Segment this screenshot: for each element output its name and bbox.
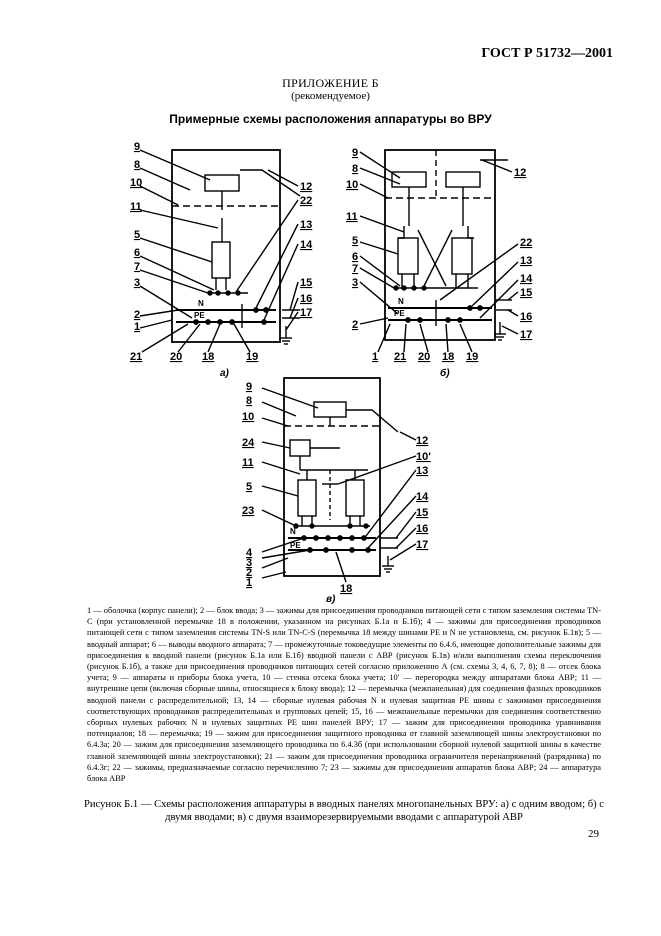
diagram-c-labels xyxy=(242,381,431,605)
callout-16: 16 xyxy=(300,293,313,305)
callout-21: 21 xyxy=(394,351,407,363)
legend-item: 22 — зажимы, предназначаемые согласно перечислению 7; xyxy=(112,762,328,772)
pe-bus-label: PE xyxy=(290,541,301,550)
callout-6: 6 xyxy=(134,247,141,259)
callout-24: 24 xyxy=(242,437,255,449)
subfigure-c-label: в) xyxy=(326,594,336,605)
callout-3: 3 xyxy=(134,277,141,289)
legend-item: 10′ — перегородка между аппаратами блока АВР; xyxy=(389,673,578,683)
callout-2: 2 xyxy=(134,309,141,321)
callout-14: 14 xyxy=(300,239,313,251)
callout-5: 5 xyxy=(134,229,141,241)
legend-item: 5 — вводный аппарат; xyxy=(87,628,602,649)
legend-item: 19 — зажим для присоединения защитного проводника от главной заземляющей шины электроустановки по 6.4.3а; xyxy=(87,729,602,750)
enclosure xyxy=(172,150,280,342)
callout-5: 5 xyxy=(352,235,359,247)
main-switch-2 xyxy=(452,238,472,274)
legend-item: 3 — зажимы для присоединения проводников питающей сети с типом заземления системы TN-C (при установленной перемычке 18 в положении, указанном на рисунках Б.1а и Б.1б); xyxy=(87,606,602,627)
appendix-title: ПРИЛОЖЕНИЕ Б xyxy=(282,76,379,90)
callout-8: 8 xyxy=(134,159,141,171)
n-bus-label: N xyxy=(398,297,404,306)
callout-18: 18 xyxy=(442,351,455,363)
callout-19: 19 xyxy=(246,351,259,363)
callout-12: 12 xyxy=(300,181,313,193)
callout-18: 18 xyxy=(202,351,215,363)
subfigure-a-label: а) xyxy=(220,368,229,379)
metering-device xyxy=(314,402,346,417)
legend-item: 24 — аппаратура блока АВР xyxy=(87,762,602,784)
legend-item: 11 — внутренние цепи (включая сборные шины, относящиеся к блоку ввода); xyxy=(87,673,601,694)
callout-21: 21 xyxy=(130,351,143,363)
callout-23: 23 xyxy=(242,505,255,517)
callout-12: 12 xyxy=(514,167,527,179)
callout-2: 2 xyxy=(246,567,253,579)
callout-22: 22 xyxy=(300,195,313,207)
callout-17: 17 xyxy=(416,539,429,551)
legend-item: 13, 14 — сборные нулевая рабочая N и нулевая защитная PE шины с зажимами присоединения соответствующих проводников распределительных и групповых цепей; xyxy=(87,695,601,716)
callout-20: 20 xyxy=(170,351,183,363)
legend-item: 8 — отсек блока учета; xyxy=(87,662,602,683)
legend-item: 2 — блок ввода; xyxy=(200,606,258,615)
callout-9: 9 xyxy=(246,381,253,393)
callout-6: 6 xyxy=(352,251,359,263)
diagram-b-labels xyxy=(346,147,533,379)
callout-9: 9 xyxy=(352,147,359,159)
n-bus-label: N xyxy=(198,299,204,308)
callout-9: 9 xyxy=(134,141,141,153)
metering-device-2 xyxy=(446,172,480,187)
callout-7: 7 xyxy=(352,263,359,275)
legend-item: 1 — оболочка (корпус панели); xyxy=(87,606,198,615)
legend-item: 20 — зажим для присоединения заземляющего проводника по 6.4.3б (при использовании сборной нулевой защитной шины в качестве главной заземляющей шины электроустановки); xyxy=(87,740,602,761)
main-switch-1 xyxy=(398,238,418,274)
diagram-a xyxy=(140,150,300,352)
callout-22: 22 xyxy=(520,237,533,249)
callout-5: 5 xyxy=(246,481,253,493)
callout-2: 2 xyxy=(352,319,359,331)
figure-heading: Примерные схемы расположения аппаратуры во ВРУ xyxy=(169,112,492,126)
pe-bus-label: PE xyxy=(394,309,405,318)
callout-10: 10 xyxy=(346,179,359,191)
diagram-c xyxy=(262,378,416,582)
legend-item: 23 — зажимы для присоединения аппаратов блока АВР; xyxy=(330,762,537,772)
legend-item: 12 — перемычка (межпанельная) для соединения фазных проводников вводной панели с распределительной; xyxy=(87,684,602,705)
callout-16: 16 xyxy=(416,523,429,535)
document-code: ГОСТ Р 51732—2001 xyxy=(481,46,613,61)
figure-legend xyxy=(87,605,601,784)
legend-item: 10 — стенка отсека блока учета; xyxy=(262,673,386,683)
page-number: 29 xyxy=(588,828,599,840)
callout-3: 3 xyxy=(246,557,253,569)
main-switch-1 xyxy=(298,480,316,516)
legend-item: 21 — зажим для присоединения проводника ограничителя перенапряжений (разрядника) по 6.4.3г; xyxy=(87,751,601,772)
callout-11: 11 xyxy=(130,201,142,213)
callout-12: 12 xyxy=(416,435,429,447)
legend-item: 15, 16 — межпанельные перемычки для соединения соответственно сборных нулевых рабочих N и нулевых защитных PE шин панелей ВРУ; xyxy=(87,706,601,728)
main-switch xyxy=(212,242,230,278)
figure-caption: Рисунок Б.1 — Схемы расположения аппаратуры в вводных панелях многопанельных ВРУ: а) с одним вводом; б) с двумя вводами; в) с двумя взаиморезервируемыми вводами с аппаратурой АВР xyxy=(84,799,604,823)
avr-equipment xyxy=(290,440,310,456)
callout-8: 8 xyxy=(246,395,253,407)
callout-4: 4 xyxy=(246,547,253,559)
callout-14: 14 xyxy=(520,273,533,285)
callout-10: 10 xyxy=(242,411,255,423)
n-bus-label: N xyxy=(290,527,296,536)
main-switch-2 xyxy=(346,480,364,516)
legend-item: 7 — промежуточные токоведущие элементы по 6.4.6, имеющие дополнительные зажимы для присоединения к вводной панели (рисунок Б.1а или Б.1б) вводной панели с АВР (рисунок Б.1в) и/или выполнения схемы переключения (рисунок Б.1б), а также для присоединения проводников питающих сетей согласно приложению А (см. схемы 3, 4, 6, 7, 8); xyxy=(87,639,602,672)
callout-11: 11 xyxy=(242,457,254,469)
callout-10: 10 xyxy=(130,177,143,189)
legend-item: 18 — перемычка; xyxy=(137,729,202,739)
callout-13: 13 xyxy=(416,465,429,477)
callout-1: 1 xyxy=(372,351,379,363)
callout-15: 15 xyxy=(520,287,533,299)
legend-item: 6 — выводы вводного аппарата; xyxy=(151,639,267,649)
callout-13: 13 xyxy=(300,219,313,231)
subfigure-b-label: б) xyxy=(440,368,450,379)
callout-8: 8 xyxy=(352,163,359,175)
metering-device-1 xyxy=(392,172,426,187)
callout-20: 20 xyxy=(418,351,431,363)
appendix-subtitle: (рекомендуемое) xyxy=(291,90,370,102)
callout-7: 7 xyxy=(134,261,141,273)
callout-10-prime: 10' xyxy=(416,451,431,463)
diagram-b xyxy=(360,150,518,352)
callout-15: 15 xyxy=(416,507,429,519)
callout-13: 13 xyxy=(520,255,533,267)
pe-bus-label: PE xyxy=(194,311,205,320)
callout-1: 1 xyxy=(246,577,253,589)
callout-17: 17 xyxy=(300,307,313,319)
callout-19: 19 xyxy=(466,351,479,363)
callout-15: 15 xyxy=(300,277,313,289)
callout-11: 11 xyxy=(346,211,358,223)
callout-16: 16 xyxy=(520,311,533,323)
callout-1: 1 xyxy=(134,321,141,333)
legend-item: 9 — аппараты и приборы блока учета, xyxy=(112,673,259,683)
legend-item: 17 — зажим для присоединения проводника уравнивания потенциалов; xyxy=(87,718,601,739)
metering-device xyxy=(205,175,239,191)
callout-17: 17 xyxy=(520,329,533,341)
callout-18: 18 xyxy=(340,583,353,595)
callout-3: 3 xyxy=(352,277,359,289)
callout-14: 14 xyxy=(416,491,429,503)
legend-item: 4 — зажимы для присоединения проводников питающей сети с типом заземления системы TN-S или TN-C-S (перемычка 18 между шинами PE и N не установлена, см. рисунок Б.1в); xyxy=(87,617,602,638)
